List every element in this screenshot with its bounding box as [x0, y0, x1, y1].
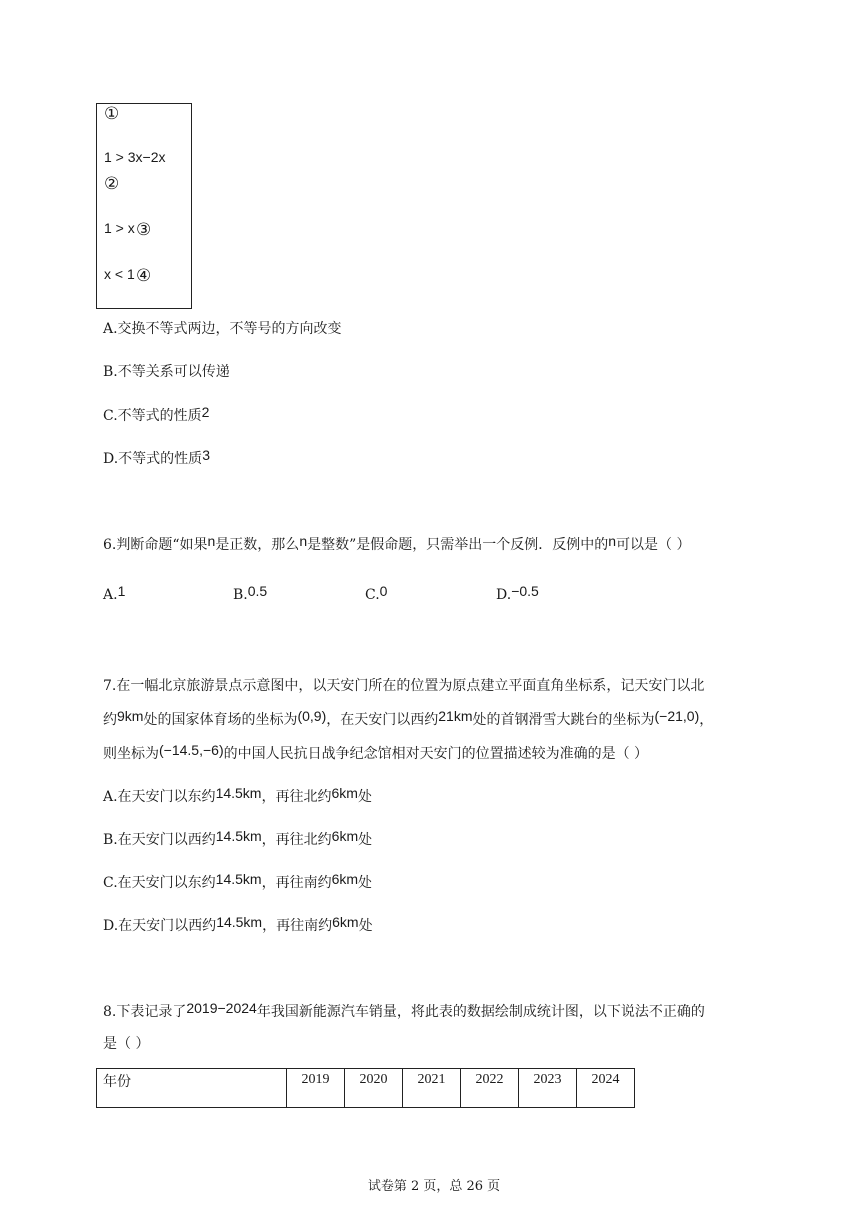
- q7-option-b: [103, 829, 372, 850]
- q8-year-range: 2019−2024: [186, 1000, 257, 1016]
- q6-option-d-label: D.: [496, 587, 512, 603]
- q6-option-d: [496, 584, 539, 605]
- q6-option-b: [233, 584, 267, 605]
- q7-stem-line-3: [103, 743, 648, 764]
- q6-option-a-label: A.: [103, 587, 118, 603]
- table-cell-year: 2022: [461, 1069, 519, 1108]
- table-header-year: 年份: [97, 1069, 287, 1108]
- q6-stem-part: 6.判断命题“如果: [103, 537, 208, 553]
- q7-option-distance: 6km: [331, 785, 358, 801]
- q7-option-a: [103, 786, 372, 807]
- q7-option-text: ，再往北约: [261, 789, 332, 805]
- step-marker-3: ③: [136, 220, 152, 240]
- q7-text: 的中国人民抗日战争纪念馆相对天安门的位置描述较为准确的是（ ）: [223, 746, 649, 762]
- table-cell-year: 2020: [345, 1069, 403, 1108]
- q7-distance: 21km: [438, 708, 473, 724]
- q7-option-distance: 6km: [332, 914, 359, 930]
- q7-option-text: A.在天安门以东约: [103, 789, 216, 805]
- table-row: [97, 1069, 635, 1108]
- table-cell-year: 2024: [577, 1069, 635, 1108]
- q6-option-d-value: −0.5: [511, 583, 539, 599]
- q7-stem-line-1: 7.在一幅北京旅游景点示意图中，以天安门所在的位置为原点建立平面直角坐标系，记天安门以北: [103, 678, 705, 694]
- q6-option-c-label: C.: [365, 587, 380, 603]
- q7-option-distance: 14.5km: [215, 785, 262, 801]
- table-cell-year: 2021: [403, 1069, 461, 1108]
- q7-option-text: ，再往南约: [261, 875, 332, 891]
- q8-stem-line-2: 是（ ）: [103, 1036, 150, 1052]
- q6-stem-part: 可以是（ ）: [616, 537, 691, 553]
- step-marker-1: ①: [104, 104, 120, 124]
- q7-coordinate: (0,9): [297, 708, 327, 724]
- derivation-line-2: 1 > x: [104, 220, 135, 236]
- derivation-line-3: x < 1: [104, 266, 135, 282]
- sales-table: [96, 1068, 635, 1108]
- q7-text: 约: [103, 712, 117, 728]
- q7-option-text: D.在天安门以西约: [103, 918, 217, 934]
- q7-option-text: ，再往北约: [261, 832, 332, 848]
- q7-stem-line-2: [103, 709, 713, 730]
- q5-option-d-number: 3: [202, 447, 210, 463]
- step-marker-2: ②: [104, 174, 120, 194]
- q7-text: 处的首钢滑雪大跳台的坐标为: [472, 712, 655, 728]
- q6-option-b-label: B.: [233, 587, 248, 603]
- q6-option-c: [365, 584, 387, 605]
- q6-var-n: n: [207, 533, 216, 549]
- q6-stem-part: 是正数，那么: [215, 537, 300, 553]
- table-cell-year: 2019: [287, 1069, 345, 1108]
- q6-option-c-value: 0: [379, 583, 388, 599]
- q5-option-a: A.交换不等式两边，不等号的方向改变: [103, 321, 342, 337]
- q7-option-text: 处: [357, 789, 372, 805]
- q8-text: 8.下表记录了: [103, 1004, 187, 1020]
- q5-option-d: [103, 448, 210, 469]
- q7-option-distance: 6km: [331, 871, 359, 887]
- q7-option-distance: 14.5km: [215, 828, 262, 844]
- q6-var-n: n: [299, 533, 308, 549]
- q7-option-c: [103, 872, 372, 893]
- table-cell-year: 2023: [519, 1069, 577, 1108]
- q7-option-distance: 14.5km: [216, 914, 263, 930]
- q5-option-b: B.不等关系可以传递: [103, 364, 230, 380]
- q7-option-distance: 6km: [331, 828, 359, 844]
- step-marker-4: ④: [136, 266, 152, 286]
- q7-option-text: 处: [358, 918, 373, 934]
- q7-option-text: C.在天安门以东约: [103, 875, 216, 891]
- q6-stem-part: 是整数”是假命题，只需举出一个反例．反例中的: [307, 537, 609, 553]
- derivation-line-1: 1 > 3x−2x: [104, 149, 166, 165]
- q7-option-text: B.在天安门以西约: [103, 832, 216, 848]
- q7-option-text: ，再往南约: [262, 918, 333, 934]
- q5-option-c-number: 2: [201, 404, 210, 420]
- q6-option-b-value: 0.5: [247, 583, 268, 599]
- q7-distance: 9km: [117, 708, 144, 724]
- q5-option-c: [103, 405, 209, 426]
- q7-text: 则坐标为: [103, 746, 159, 762]
- q5-option-d-text: D.不等式的性质: [103, 451, 203, 467]
- q7-text: ，在天安门以西约: [326, 712, 439, 728]
- q7-text: ，: [699, 712, 714, 728]
- q6-option-a: [103, 584, 125, 605]
- q6-option-a-value: 1: [117, 583, 126, 599]
- q7-option-text: 处: [358, 875, 373, 891]
- q7-option-d: [103, 915, 373, 936]
- q6-var-n: n: [608, 533, 617, 549]
- q7-coordinate: (−21,0): [654, 708, 700, 724]
- q8-text: 年我国新能源汽车销量，将此表的数据绘制成统计图，以下说法不正确的: [256, 1004, 705, 1020]
- q7-coordinate: (−14.5,−6): [159, 742, 224, 758]
- q5-option-c-text: C.不等式的性质: [103, 408, 202, 424]
- q8-stem-line-1: [103, 1001, 705, 1022]
- q7-option-distance: 14.5km: [215, 871, 262, 887]
- page-footer: 试卷第 2 页，总 26 页: [367, 1179, 501, 1194]
- q7-option-text: 处: [358, 832, 373, 848]
- q6-stem: [103, 534, 691, 555]
- q7-text: 处的国家体育场的坐标为: [143, 712, 298, 728]
